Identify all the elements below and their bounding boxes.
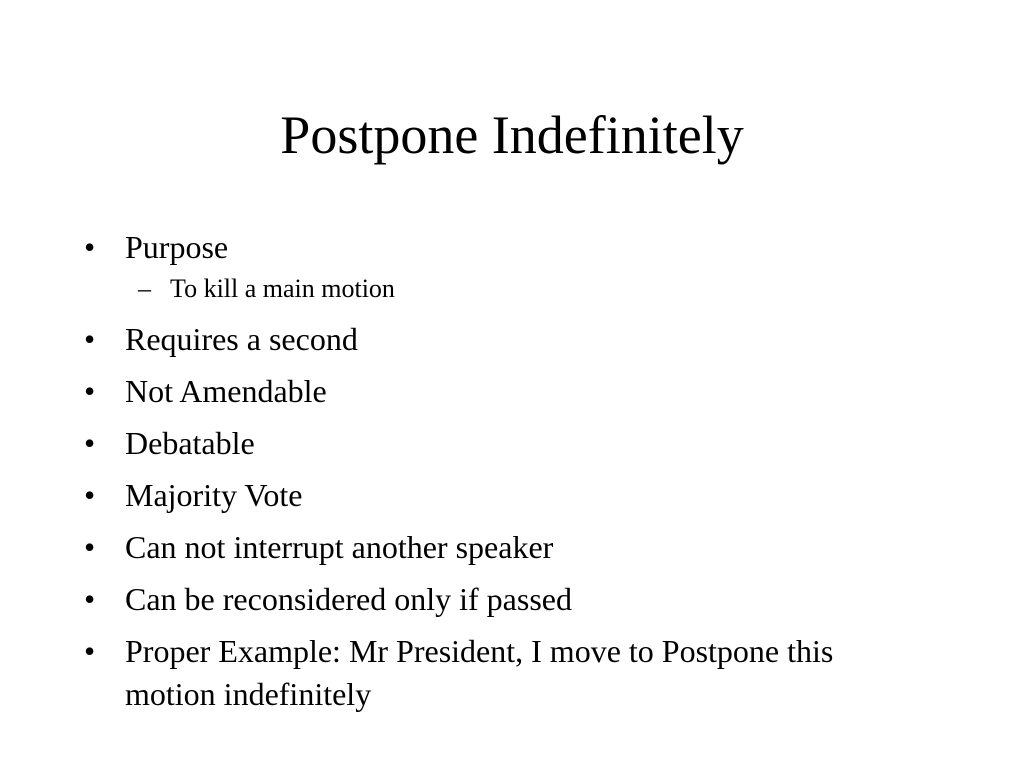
bullet-text: Purpose [125, 229, 229, 265]
bullet-text: Proper Example: Mr President, I move to Postpone this motion indefinitely [125, 633, 834, 712]
sub-bullet-marker: – [138, 274, 151, 303]
slide-title: Postpone Indefinitely [280, 105, 744, 165]
bullet-item [84, 370, 844, 413]
sub-bullet-text: To kill a main motion [170, 274, 395, 303]
bullet-text: Not Amendable [125, 373, 327, 409]
bullet-text: Debatable [125, 425, 255, 461]
bullet-item [84, 578, 844, 621]
bullet-marker: • [84, 477, 96, 513]
bullet-item [84, 422, 844, 465]
bullet-list [84, 226, 844, 725]
bullet-marker: • [84, 633, 96, 669]
bullet-item [84, 630, 844, 716]
bullet-item [84, 526, 844, 569]
bullet-text: Majority Vote [125, 477, 303, 513]
sub-bullet-list [125, 269, 844, 309]
sub-bullet-item [125, 269, 844, 309]
bullet-text: Requires a second [125, 321, 358, 357]
bullet-marker: • [84, 529, 96, 565]
bullet-marker: • [84, 229, 96, 265]
bullet-item [84, 226, 844, 309]
bullet-marker: • [84, 425, 96, 461]
bullet-marker: • [84, 321, 96, 357]
bullet-marker: • [84, 581, 96, 617]
bullet-marker: • [84, 373, 96, 409]
bullet-item [84, 474, 844, 517]
bullet-text: Can not interrupt another speaker [125, 529, 554, 565]
bullet-text: Can be reconsidered only if passed [125, 581, 572, 617]
bullet-item [84, 318, 844, 361]
